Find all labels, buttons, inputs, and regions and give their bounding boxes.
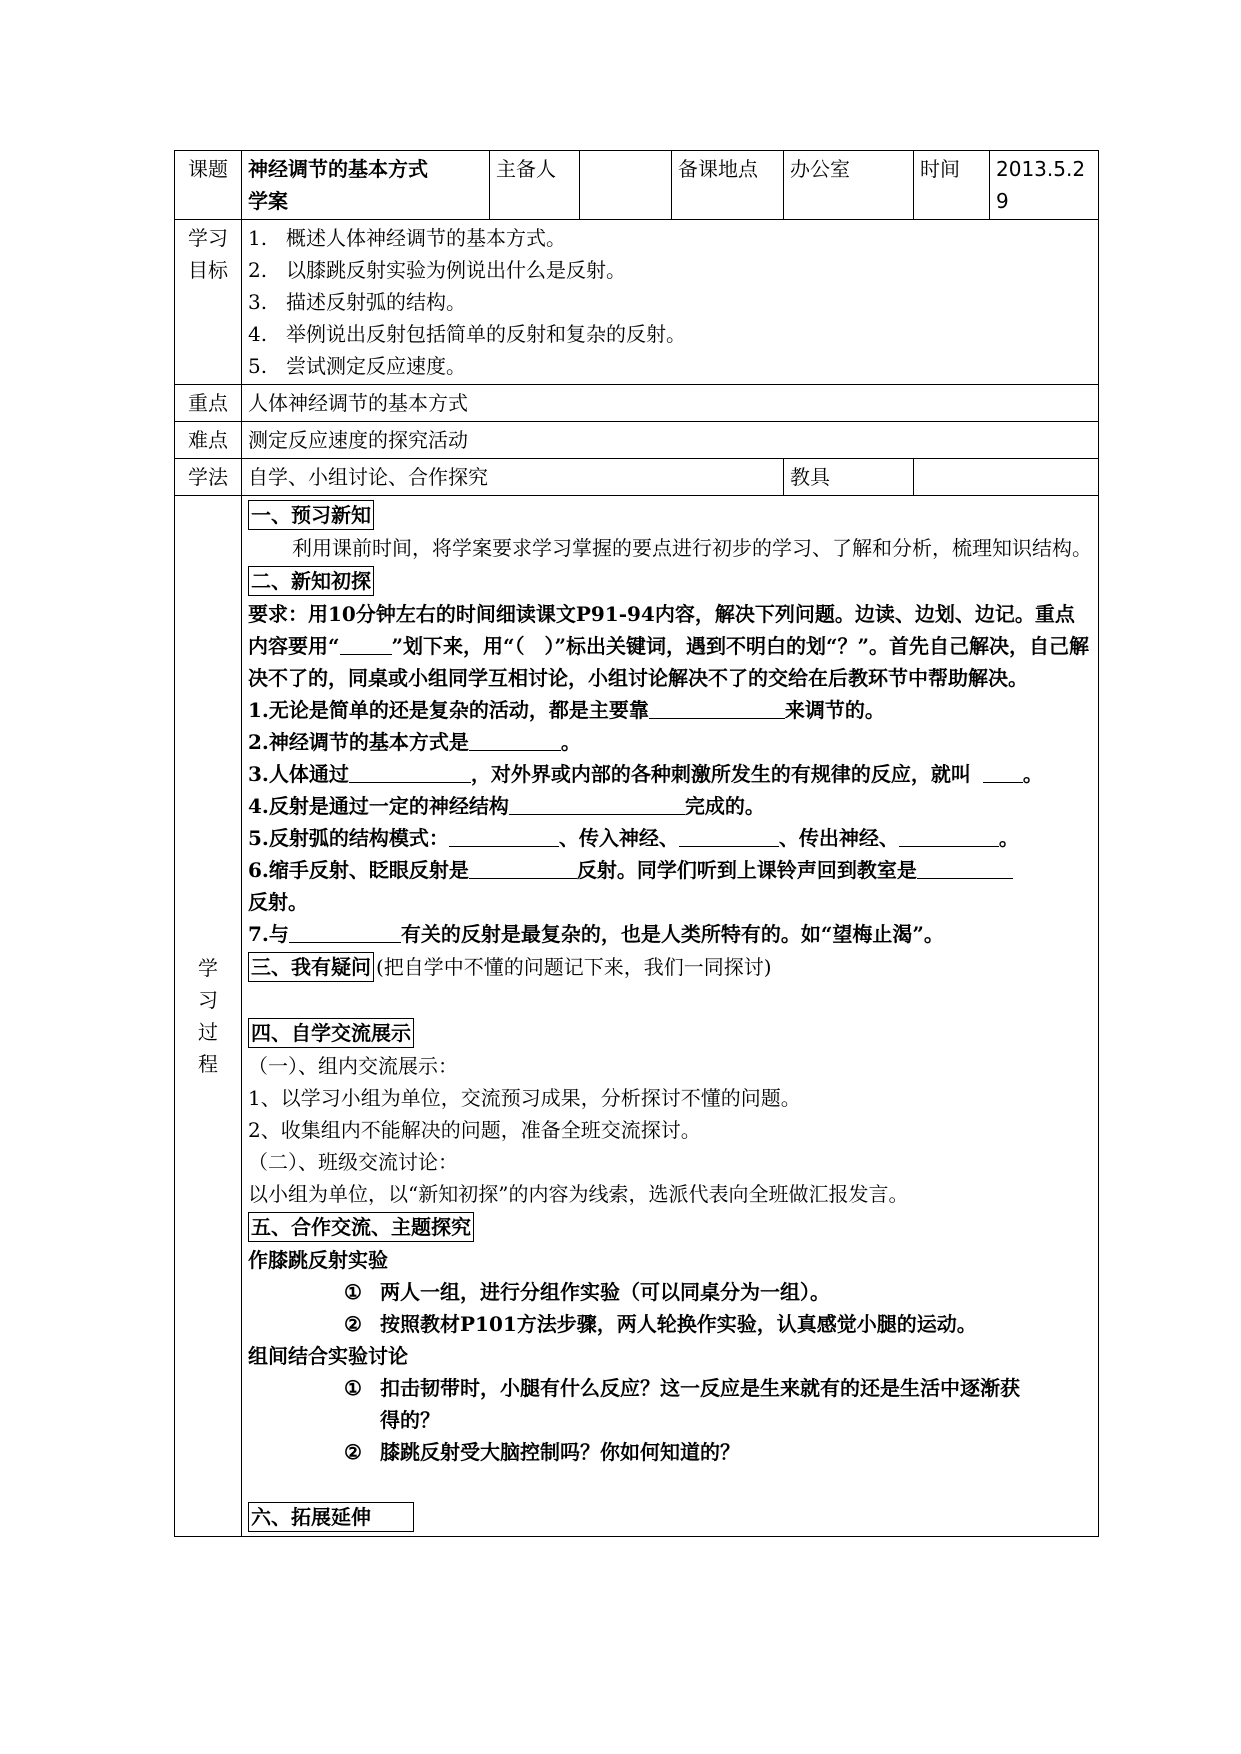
discussion-title: 组间结合实验讨论 (248, 1344, 408, 1368)
questions-note: (把自学中不懂的问题记下来，我们一同探讨) (376, 955, 772, 979)
location-label: 备课地点 (672, 151, 784, 220)
experiment-title: 作膝跳反射实验 (248, 1248, 388, 1272)
exchange-sub1: （一）、组内交流展示： (248, 1054, 458, 1078)
question-7: 7.与 有关的反射是最复杂的，也是人类所特有的。如“望梅止渴”。 (248, 922, 944, 946)
section-title-questions: 三、我有疑问 (248, 952, 374, 982)
section-title-exchange: 四、自学交流展示 (248, 1018, 414, 1048)
question-3: 3.人体通过 ，对外界或内部的各种刺激所发生的有规律的反应，就叫 。 (248, 762, 1043, 786)
question-1: 1.无论是简单的还是复杂的活动，都是主要靠 来调节的。 (248, 698, 885, 722)
list-item: 5. 尝试测定反应速度。 (248, 354, 466, 378)
process-row (175, 496, 1099, 1537)
preview-text: 利用课前时间，将学案要求学习掌握的要点进行初步的学习、了解和分析，梳理知识结构。 (292, 536, 1092, 560)
list-item: 4. 举例说出反射包括简单的反射和复杂的反射。 (248, 322, 686, 346)
section-title-cooperate: 五、合作交流、主题探究 (248, 1212, 474, 1242)
process-label: 学 习 过 程 (175, 496, 242, 1537)
method-label: 学法 (175, 459, 242, 496)
tools-label: 教具 (784, 459, 914, 496)
list-item: 1. 概述人体神经调节的基本方式。 (248, 226, 566, 250)
process-content (242, 496, 1099, 1537)
list-item: 3. 描述反射弧的结构。 (248, 290, 466, 314)
exchange-item-2: 2、收集组内不能解决的问题，准备全班交流探讨。 (248, 1118, 701, 1142)
author-value (580, 151, 672, 220)
author-label: 主备人 (490, 151, 580, 220)
question-6: 6.缩手反射、眨眼反射是 反射。同学们听到上课铃声回到教室是 (248, 854, 1092, 886)
section-title-extend: 六、拓展延伸 (248, 1502, 414, 1532)
discussion-q1: ① 扣击韧带时，小腿有什么反应？这一反应是生来就有的还是生活中逐渐获 (344, 1376, 1020, 1400)
objectives-row (175, 220, 1099, 385)
time-label: 时间 (914, 151, 990, 220)
discussion-q1-cont: 得的？ (380, 1408, 440, 1432)
question-6-cont: 反射。 (248, 890, 308, 914)
section-title-preview: 一、预习新知 (248, 500, 374, 530)
exchange-item-3: 以小组为单位，以“新知初探”的内容为线索，选派代表向全班做汇报发言。 (248, 1182, 909, 1206)
key-point-text: 人体神经调节的基本方式 (242, 385, 1099, 422)
objectives-label: 学习 目标 (175, 220, 242, 385)
blank-space (248, 1468, 1092, 1500)
exchange-sub2: （二）、班级交流讨论： (248, 1150, 458, 1174)
experiment-step-1: ① 两人一组，进行分组作实验（可以同桌分为一组）。 (344, 1280, 830, 1304)
discussion-q2: ② 膝跳反射受大脑控制吗？你如何知道的？ (344, 1440, 740, 1464)
tools-value (914, 459, 1099, 496)
time-value: 2013.5.2 9 (990, 151, 1099, 220)
objectives-list (242, 220, 1099, 385)
question-4: 4.反射是通过一定的神经结构 完成的。 (248, 794, 765, 818)
difficulty-row (175, 422, 1099, 459)
section-title-explore: 二、新知初探 (248, 566, 374, 596)
lesson-plan-table (174, 150, 1099, 1537)
method-row (175, 459, 1099, 496)
question-2: 2.神经调节的基本方式是 。 (248, 730, 581, 754)
questions-section (248, 950, 1092, 984)
explore-requirement: 要求：用10分钟左右的时间细读课文P91-94内容，解决下列问题。边读、边划、边记。重点内容要用“ ”划下来，用“（ ）”标出关键词，遇到不明白的划“？”。首先自己解决，自己解决不了的，同桌或小组同学互相讨论，小组讨论解决不了的交给在后教环节中帮助解决。 (248, 602, 1090, 690)
key-point-label: 重点 (175, 385, 242, 422)
difficulty-label: 难点 (175, 422, 242, 459)
experiment-step-2: ② 按照教材P101方法步骤，两人轮换作实验，认真感觉小腿的运动。 (344, 1312, 977, 1336)
list-item: 2. 以膝跳反射实验为例说出什么是反射。 (248, 258, 626, 282)
location-value: 办公室 (784, 151, 914, 220)
difficulty-text: 测定反应速度的探究活动 (242, 422, 1099, 459)
question-5: 5.反射弧的结构模式： 、传入神经、 、传出神经、 。 (248, 826, 1019, 850)
key-point-row (175, 385, 1099, 422)
blank-space (248, 984, 1092, 1016)
header-row (175, 151, 1099, 220)
title-value: 神经调节的基本方式 学案 (242, 151, 490, 220)
method-text: 自学、小组讨论、合作探究 (242, 459, 784, 496)
exchange-item-1: 1、以学习小组为单位，交流预习成果，分析探讨不懂的问题。 (248, 1086, 801, 1110)
title-label: 课题 (175, 151, 242, 220)
